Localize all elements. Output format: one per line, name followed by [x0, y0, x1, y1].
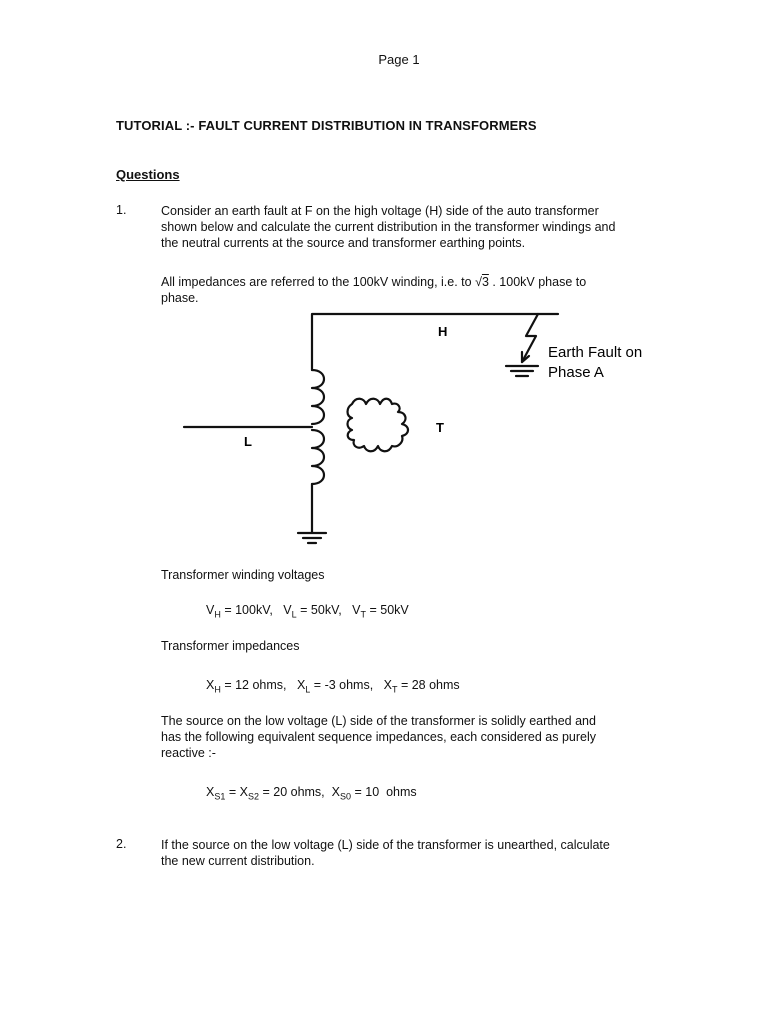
sqrt-symbol: √ [475, 275, 482, 289]
xs-value: = 20 ohms, [262, 785, 325, 799]
label-h: H [438, 324, 448, 339]
xs0-value: = 10 ohms [354, 785, 417, 799]
source-line: has the following equivalent sequence impedances, each considered as purely [161, 730, 597, 744]
question-2-text [161, 837, 701, 869]
auto-transformer-diagram [170, 300, 690, 560]
question-1-line: shown below and calculate the current distribution in the transformer windings and [161, 220, 616, 234]
xt-value: = 28 ohms [400, 678, 460, 692]
vh-subscript: H [214, 609, 221, 620]
impedance-reference-line: phase. [161, 291, 199, 305]
vl-subscript: L [291, 609, 297, 620]
impedances-equation: $X_H = 12$ ohms, $X_L = -3$ ohms, $X_T = 28$ ohms [206, 678, 460, 695]
xl-value: = -3 ohms, [313, 678, 374, 692]
impedances-heading: Transformer impedances [161, 639, 300, 653]
document-title: TUTORIAL :- FAULT CURRENT DISTRIBUTION IN TRANSFORMERS [116, 118, 537, 133]
common-winding [312, 430, 324, 484]
winding-voltages-heading: Transformer winding voltages [161, 568, 325, 582]
xl-subscript: L [305, 684, 311, 695]
label-t: T [436, 420, 444, 435]
xs0-subscript: S0 [339, 791, 351, 802]
question-1-line: Consider an earth fault at F on the high voltage (H) side of the auto transformer [161, 204, 599, 218]
question-2-line: the new current distribution. [161, 854, 315, 868]
label-l: L [244, 434, 252, 449]
page-number: Page 1 [378, 52, 420, 67]
fault-earth-symbol [506, 366, 538, 376]
vt-subscript: T [360, 609, 366, 620]
sqrt-value: 3 [481, 275, 489, 289]
impedance-reference-line [161, 274, 701, 290]
questions-heading: Questions [116, 167, 180, 182]
impedance-reference-post: . 100kV phase to [488, 275, 587, 289]
winding-voltages-equation: $V_H = 100kV$, $V_L = 50kV$, $V_T = 50kV$ [206, 603, 409, 620]
vh-value: = 100kV, [224, 603, 273, 617]
question-1-number: 1. [116, 203, 127, 217]
series-winding [312, 370, 324, 424]
vl-value: = 50kV, [300, 603, 342, 617]
question-2-number: 2. [116, 837, 127, 851]
xs-equals: = [228, 785, 240, 799]
source-impedance-equation: $X_{S1} = X_{S2} = 20$ ohms, $X_{S0} = 10$ ohms [206, 785, 417, 802]
question-1-line: the neutral currents at the source and transformer earthing points. [161, 236, 526, 250]
xs2-subscript: S2 [247, 791, 259, 802]
source-description [161, 713, 701, 761]
xs1-subscript: S1 [214, 791, 226, 802]
impedance-reference-pre: All impedances are referred to the 100kV winding, i.e. to [161, 275, 476, 289]
xt-subscript: T [391, 684, 398, 695]
fault-lightning-icon [522, 314, 538, 362]
source-line: The source on the low voltage (L) side of the transformer is solidly earthed and [161, 714, 596, 728]
xh-subscript: H [214, 684, 221, 695]
source-line: reactive :- [161, 746, 216, 760]
question-2-line: If the source on the low voltage (L) side of the transformer is unearthed, calculate [161, 838, 610, 852]
tertiary-delta-winding [348, 399, 409, 452]
vt-value: = 50kV [369, 603, 409, 617]
xh-value: = 12 ohms, [224, 678, 287, 692]
fault-label-line2: Phase A [548, 364, 604, 381]
fault-label-line1: Earth Fault on [548, 344, 643, 361]
question-1-text [161, 203, 701, 251]
neutral-earth-symbol [298, 533, 326, 543]
